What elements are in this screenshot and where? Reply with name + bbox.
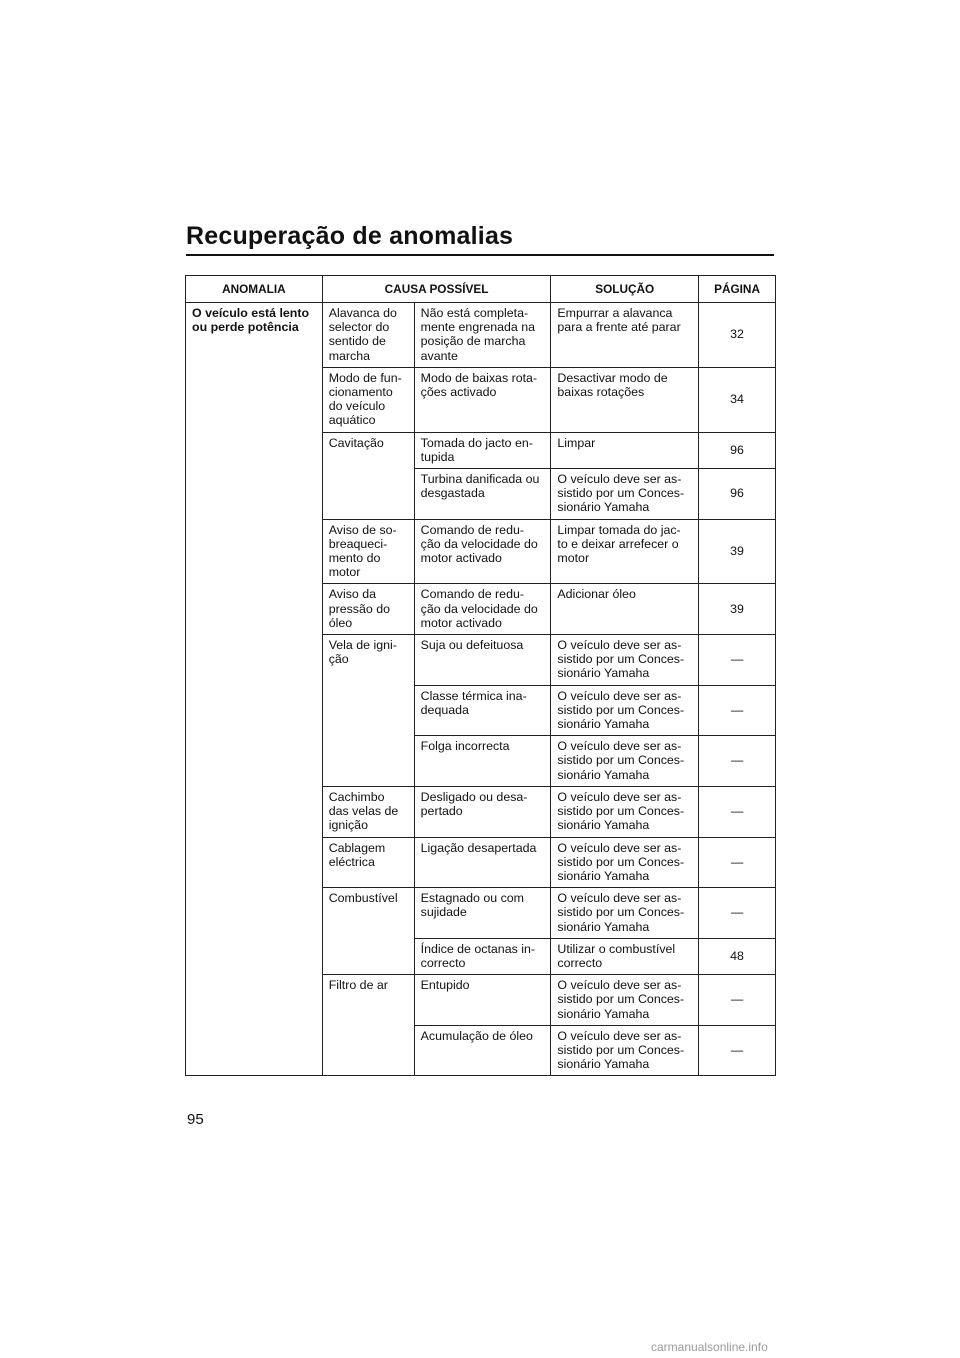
cause-line: mento do	[328, 551, 381, 566]
detail-line: tupida	[420, 449, 455, 464]
solution-line: O veículo deve ser as-	[557, 1028, 682, 1043]
detail-cell	[414, 367, 551, 432]
page-cell: —	[699, 736, 776, 787]
cause-line: breaqueci-	[328, 536, 388, 551]
page-number: 95	[187, 1111, 204, 1128]
title-rule	[186, 254, 774, 256]
detail-cell	[414, 1025, 551, 1076]
cause-line: Filtro de ar	[328, 978, 388, 993]
cause-cell	[322, 519, 414, 584]
detail-cell	[414, 432, 551, 468]
column-header-page: PÁGINA	[699, 276, 776, 303]
cause-line: Cachimbo	[328, 789, 385, 804]
solution-line: O veículo deve ser as-	[557, 688, 682, 703]
cause-line: sentido de	[328, 334, 386, 349]
solution-line: para a frente até parar	[557, 320, 681, 335]
solution-line: sionário Yamaha	[557, 1057, 650, 1072]
solution-line: sionário Yamaha	[557, 868, 650, 883]
detail-line: Entupido	[420, 978, 470, 993]
cause-cell	[322, 432, 414, 519]
column-header-cause: CAUSA POSSÍVEL	[322, 276, 551, 303]
cause-line: cionamento	[328, 385, 393, 400]
cause-cell	[322, 888, 414, 975]
page-cell: 39	[699, 519, 776, 584]
solution-line: Limpar tomada do jac-	[557, 522, 681, 537]
solution-line: sionário Yamaha	[557, 500, 650, 515]
detail-cell	[414, 975, 551, 1026]
column-header-anomaly: ANOMALIA	[186, 276, 323, 303]
detail-line: Acumulação de óleo	[420, 1028, 533, 1043]
page-cell: —	[699, 975, 776, 1026]
detail-line: dequada	[420, 702, 469, 717]
detail-line: mente engrenada na	[420, 320, 536, 335]
solution-cell	[551, 975, 699, 1026]
detail-cell	[414, 786, 551, 837]
solution-line: sionário Yamaha	[557, 717, 650, 732]
detail-line: Classe térmica ina-	[420, 688, 527, 703]
solution-line: Desactivar modo de	[557, 370, 668, 385]
detail-line: Índice de octanas in-	[420, 941, 535, 956]
detail-line: avante	[420, 348, 458, 363]
solution-line: motor	[557, 551, 590, 566]
detail-cell	[414, 685, 551, 736]
detail-line: ções activado	[420, 385, 497, 400]
page-cell: 34	[699, 367, 776, 432]
solution-line: O veículo deve ser as-	[557, 891, 682, 906]
solution-line: Empurrar a alavanca	[557, 306, 673, 320]
anomaly-cell	[186, 303, 323, 1076]
cause-cell	[322, 303, 414, 368]
detail-line: Estagnado ou com	[420, 891, 524, 906]
anomaly-line: O veículo está lento	[192, 306, 310, 320]
solution-cell	[551, 837, 699, 888]
page-title: Recuperação de anomalias	[186, 222, 514, 250]
solution-cell	[551, 888, 699, 939]
detail-cell	[414, 635, 551, 686]
cause-line: Alavanca do	[328, 306, 397, 320]
solution-line: O veículo deve ser as-	[557, 978, 682, 993]
detail-cell	[414, 837, 551, 888]
solution-line: sistido por um Conces-	[557, 992, 685, 1007]
solution-line: O veículo deve ser as-	[557, 472, 682, 487]
detail-line: Turbina danificada ou	[420, 472, 540, 487]
page-cell: 32	[699, 303, 776, 368]
detail-line: correcto	[420, 955, 466, 970]
solution-line: sistido por um Conces-	[557, 854, 685, 869]
detail-line: motor activado	[420, 551, 502, 566]
watermark: carmanualsonline.info	[651, 1340, 768, 1354]
solution-cell	[551, 938, 699, 974]
page-cell: 39	[699, 584, 776, 635]
solution-line: sistido por um Conces-	[557, 905, 685, 920]
cause-cell	[322, 975, 414, 1076]
solution-cell	[551, 303, 699, 368]
detail-cell	[414, 469, 551, 520]
cause-line: Aviso da	[328, 587, 377, 602]
solution-line: sistido por um Conces-	[557, 753, 685, 768]
detail-line: Comando de redu-	[420, 522, 524, 537]
solution-cell	[551, 519, 699, 584]
detail-cell	[414, 519, 551, 584]
detail-cell	[414, 584, 551, 635]
solution-line: baixas rotações	[557, 385, 645, 400]
solution-line: sistido por um Conces-	[557, 702, 685, 717]
solution-line: correcto	[557, 955, 603, 970]
detail-line: pertado	[420, 804, 463, 819]
cause-line: ignição	[328, 818, 368, 833]
solution-line: O veículo deve ser as-	[557, 840, 682, 855]
cause-line: Cablagem	[328, 840, 386, 855]
solution-line: Limpar	[557, 435, 596, 450]
solution-line: Adicionar óleo	[557, 587, 636, 602]
cause-line: Cavitação	[328, 435, 384, 450]
detail-line: Suja ou defeituosa	[420, 638, 524, 653]
cause-line: óleo	[328, 615, 353, 630]
cause-line: das velas de	[328, 804, 399, 819]
detail-line: ção da velocidade do	[420, 601, 538, 616]
solution-cell	[551, 685, 699, 736]
cause-line: Combustível	[328, 891, 398, 906]
detail-line: desgastada	[420, 486, 485, 501]
solution-line: sistido por um Conces-	[557, 1042, 685, 1057]
detail-cell	[414, 888, 551, 939]
cause-line: marcha	[328, 348, 371, 363]
detail-line: Desligado ou desa-	[420, 789, 528, 804]
solution-line: O veículo deve ser as-	[557, 638, 682, 653]
solution-cell	[551, 432, 699, 468]
column-header-solution: SOLUÇÃO	[551, 276, 699, 303]
cause-cell	[322, 367, 414, 432]
solution-cell	[551, 367, 699, 432]
detail-line: Folga incorrecta	[420, 739, 510, 754]
solution-line: sistido por um Conces-	[557, 652, 685, 667]
solution-line: O veículo deve ser as-	[557, 739, 682, 754]
solution-cell	[551, 635, 699, 686]
detail-line: Tomada do jacto en-	[420, 435, 533, 450]
cause-line: motor	[328, 565, 361, 580]
page-cell: —	[699, 837, 776, 888]
detail-line: ção da velocidade do	[420, 536, 538, 551]
page-cell: 96	[699, 432, 776, 468]
cause-line: Vela de igni-	[328, 638, 397, 653]
cause-line: eléctrica	[328, 854, 375, 869]
solution-cell	[551, 736, 699, 787]
solution-line: Utilizar o combustível	[557, 941, 676, 956]
page-cell: —	[699, 786, 776, 837]
cause-cell	[322, 786, 414, 837]
cause-line: Modo de fun-	[328, 370, 402, 385]
detail-line: Comando de redu-	[420, 587, 524, 602]
cause-cell	[322, 635, 414, 787]
table-header-row	[186, 276, 776, 303]
cause-cell	[322, 584, 414, 635]
solution-line: O veículo deve ser as-	[557, 789, 682, 804]
cause-cell	[322, 837, 414, 888]
detail-cell	[414, 736, 551, 787]
solution-cell	[551, 584, 699, 635]
cause-line: Aviso de so-	[328, 522, 397, 537]
anomaly-line: ou perde potência	[192, 320, 299, 335]
page-cell: —	[699, 635, 776, 686]
page-cell: —	[699, 1025, 776, 1076]
page-cell: 96	[699, 469, 776, 520]
page-cell: —	[699, 888, 776, 939]
detail-line: posição de marcha	[420, 334, 526, 349]
solution-cell	[551, 1025, 699, 1076]
detail-line: motor activado	[420, 615, 502, 630]
cause-line: aquático	[328, 413, 376, 428]
page-cell: 48	[699, 938, 776, 974]
solution-line: to e deixar arrefecer o	[557, 536, 679, 551]
solution-cell	[551, 786, 699, 837]
detail-cell	[414, 938, 551, 974]
detail-line: Ligação desapertada	[420, 840, 537, 855]
cause-line: ção	[328, 652, 349, 667]
solution-line: sionário Yamaha	[557, 919, 650, 934]
cause-line: pressão do	[328, 601, 391, 616]
detail-line: sujidade	[420, 905, 467, 920]
cause-line: selector do	[328, 320, 390, 335]
solution-line: sionário Yamaha	[557, 818, 650, 833]
detail-line: Não está completa-	[420, 306, 529, 320]
page-cell: —	[699, 685, 776, 736]
detail-line: Modo de baixas rota-	[420, 370, 538, 385]
solution-line: sionário Yamaha	[557, 666, 650, 681]
troubleshooting-table	[185, 275, 776, 1076]
solution-line: sionário Yamaha	[557, 767, 650, 782]
solution-line: sistido por um Conces-	[557, 486, 685, 501]
solution-cell	[551, 469, 699, 520]
table-row	[186, 303, 776, 368]
detail-cell	[414, 303, 551, 368]
solution-line: sionário Yamaha	[557, 1006, 650, 1021]
cause-line: do veículo	[328, 399, 386, 414]
solution-line: sistido por um Conces-	[557, 804, 685, 819]
